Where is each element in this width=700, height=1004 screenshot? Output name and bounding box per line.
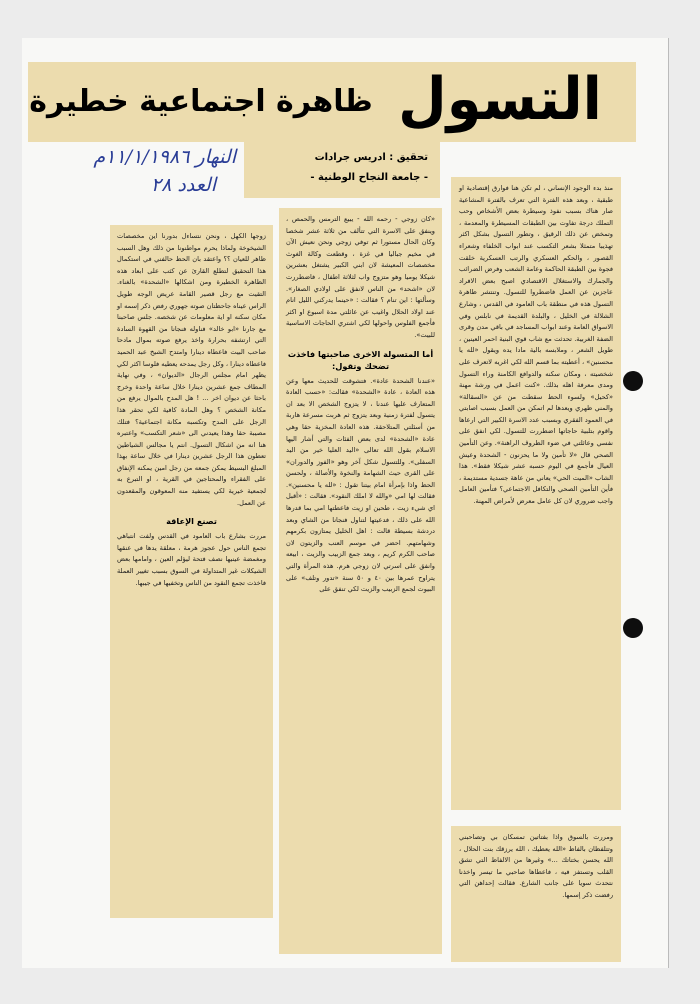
column-middle-text-2: «عندنا الشحدة عادة». فتشوقت للحديث معها وعن هذه العادة ، عادة «الشحدة» فقالت: «حسب العادة المتعارف عليها عندنا ، لا يتزوج الشخص الا بعد ان يتسول لفترة زمنية وبعد يتزوج ثم هربت مسرعة هاربة من أسئلتي المتلاحقة. هذه العادة المخزية حقا وهي عادة «الشحدة» لدى بعض الفئات والتي أشار اليها الاسلام بقول الله تعالى «اليد العليا خير من اليد السفلى». وللتسول شكل آخر وهو «الفوز والدوران» على القرى حيث الشهامة والنخوة والأصالة ، ولحسن الحظ واذا بإمرأة امام بيتنا تقول : «لله يا محسنين». فقالت لها امي «والله لا املك النقود». فقالت : «أقبل اي شيء زيت ، طحين او زيت فاعطتها امي بما قدرها الله على ذلك ، فدعيتها لتناول فنجانا من الشاي وبعد دردشة بسيطة قالت : اهل الخليل يمتازون بكرمهم وشهامتهم. احضر في موسم العنب والزيتون لان صاحب الكرم كريم ، وبعد جمع الزبيب والزيت ، ابيعه وانفق على اسرتي لان زوجي هرم. هذه المرأة والتي يتراوح عمرها بين ٤٠ و ٥٠ سنة «تدور وتلف» على البيوت لجمع الزبيب والزيت لكي تنفق على bbox=[286, 376, 435, 594]
handwritten-issue: العدد ٢٨ bbox=[150, 174, 216, 196]
article-column-right bbox=[451, 177, 621, 810]
column-right-text: منذ بدء الوجود الإنساني ، لم تكن هنا فوارق إقتصادية او طبقية ، وبعد هذه الفترة التي تعرف بالفترة المشاعية صار هناك بسبب نفوذ وسيطرة بعض الأشخاص وحب التملك درجة تفاوت بين الطبقات المسيطرة والمعدمة ، وتمخض عن ذلك الرقيق ، وتطور التسول بشكل اكثر تهذيبا متمثلا بشعر التكسب عند ابواب الخلفاء وشعراء القصور ، والحكم العسكري والرتب العسكرية خلقت فجوة بين الطبقة الحاكمة وعامة الشعب وفرض الضرائب والجمارك والاستغلال الاقتصادي اصبح بعض الافراد عاجزين عن العمل فاضطروا للتسول. وتنتشر ظاهرة التسول هذه في منطقة باب العامود في القدس ، وشارع الشلالة في الخليل ، والبلدة القديمة في نابلس وفي الاسواق العامة وعند ابواب المساجد في باقي مدن وقرى الضفة الغربية. تحدثت مع شاب قوي البنية احمر العينين ، طويل الشعر ، وملابسه بالية مادا يده ويقول «لله يا محسنين» ، أعطيته بما قسم الله لكي اغريه لاتعرف على شخصيته ، ومكان سكنه والدوافع الكامنة وراء التسول ومدى معرفة اهله بذلك. «كنت اعمل في ورشة مهنة «كحيل» ولسوء الحظ سقطت من عن «السقالة» والمني ظهري ويعدها لم اتمكن من العمل بسبب اصابتي في العمود الفقري وبسبب عدد الاسرة الكبير التي ارعاها واقوم بتلبية حاجاتها اضطررت للتسول. لكي انفق على نفسي وعائلتي في ضوء الظروف الراهنة». وعن التأمين الصحي قال «لا تأمين ولا ما يحزنون - الشحدة وعيش العيال فأجمع في اليوم حسبه عشر شيكلا فقط». هذا الشاب «الميت الحي» يعاني من عاهة جسدية مستديمة ، فأين التأمين الصحي والتكافل الاجتماعي؟ فتأمين العامل واجب ضروري لان كل عامل معرض لأمراض المهنة. bbox=[459, 184, 613, 506]
byline-clipping bbox=[244, 142, 440, 198]
headline-main-word: التسول bbox=[398, 65, 602, 134]
handwritten-date: النهار ١١/١/١٩٨٦م bbox=[93, 146, 236, 168]
column-left-subheading: تصنع الإعاقة bbox=[166, 516, 217, 527]
column-right-tail-text: ومررت بالسوق واذا بفتاتين تمسكان بي وتصاحبني وتتلفظان بالفاظ «الله يعطيك ، الله يرزقك بنت الحلال ، الله يحسن بختاتك ...» وغيرها من الالفاظ التي تشق القلب وتستفز فيه ، فاعطاها صاحبي ما تيسر واخذنا نتحدث سويا على جانب الشارع. فقالت إحداهن التي رفضت ذكر إسمها. bbox=[459, 833, 613, 899]
punch-hole-bottom bbox=[623, 618, 643, 638]
article-column-right-tail bbox=[451, 826, 621, 962]
article-column-middle bbox=[279, 208, 442, 954]
byline-affiliation: - جامعة النجاح الوطنية - bbox=[310, 172, 428, 183]
column-left-text-2: مررت بشارع باب العامود في القدس ولفت انتباهي تجمع الناس حول عجوز هرمة ، معلقة يدها في عنقها ومغمضة عينيها نصف فتحة ليؤلم العين ، وامامها بعض الشيكلات غير المتداولة في السوق بسبب تغيير العملة فاخذت تجمع النقود من الناس وتخفيها في جيبها. bbox=[117, 532, 266, 587]
punch-hole-top bbox=[623, 371, 643, 391]
headline-rest: ظاهرة اجتماعية خطيرة bbox=[29, 84, 373, 119]
byline-author: تحقيق : ادريس جرادات bbox=[314, 152, 428, 163]
headline-clipping bbox=[28, 62, 636, 142]
column-middle-text: «كان زوجي - رحمه الله - يبيع الترمس والحمص ، وينفق على الاسرة التي تتألف من ثلاثة عشر شخصا وكان الحال مستورا ثم توفي زوجي ونحن نعيش الآن في مخيم جباليا في غزة ، وقطعت وكالة الغوث مخصصات المعيشة لان ابني الكبير يشتغل بعشرين شيكلا يوميا وهو متزوج واب لثلاثة اطفال ، فاضطررت لان «اشحد» من الناس لانفق على اولادي الصغار». وسألتها : اين تنام ؟ فقالت : «حينما يدركني الليل انام عند اولاد الحلال واغيب عن عائلتي مدة اسبوع او اكثر فأجمع الفلوس واحولها لكي اشتري الحاجات الاساسية للبيت». bbox=[286, 215, 435, 339]
column-middle-subheading: أما المتسولة الاخرى صاحبتها فاخذت تضحك وتقول: bbox=[287, 348, 434, 371]
article-column-left bbox=[110, 225, 273, 918]
column-left-text: زوجها الكهل ، ونحن نتساءل بدورنا اين مخصصات الشيخوخة ولماذا يحرم مواطنونا من ذلك وهل السبب ظاهر للعيان ؟؟ واعتقد بان الحظ حالفني في استكمال هذا التحقيق لتطلع القارئ عن كثب على ابعاد هذه الظاهرة الخطيرة ومن اشكالها «الشحدة» بالغناء. التقيت مع رجل قصير القامة عريض الوجه طويل الراس عيناه جاحظتان صوته جهوري رفض ذكر إسمه او مكان سكنه او اية معلومات عن شخصه. جلس صاحبنا مع جارنا «ابو خالد» فناوله فنجانا من القهوة السادة التي ارتشفه بحرارة واخذ يرفع صوته بموال مادحا صاحب البيت فاعطاه دينارا وامتدح الشيخ عبد الحميد فاعطاه دينارا ، وكل رجل يمدحه يعطيه فلوسا اكثر لكي يظهر امام مجلس الرجال «الديوان» ، وفي نهاية المطاف جمع عشرين دينارا خلال ساعة واحدة وخرج باحثا عن ديوان اخر ... ! هل المدح بالموال يرفع من مكانة الشخص ؟ وهل المادة كافية لكي تحقر هذا الرجل على المدح وتكسبه مكانة اجتماعية؟ فتلك مصيبة حقا وهذا يعيدني الى «شعر التكسب» واعتبره هنا انه من اشكال التسول. انتم يا مجالس الشياطين تعطون هذا الرجل عشرين دينارا في خلال ساعة بهذا المبلغ البسيط يمكن جمعه من رجل امين يمكنه الإنفاق على الفقراء والمحتاجين في القرية ، او التبرع به لجمعية خيرية لكي يستفيد منه المعوقون والمقعدون عن العمل. bbox=[116, 232, 266, 507]
